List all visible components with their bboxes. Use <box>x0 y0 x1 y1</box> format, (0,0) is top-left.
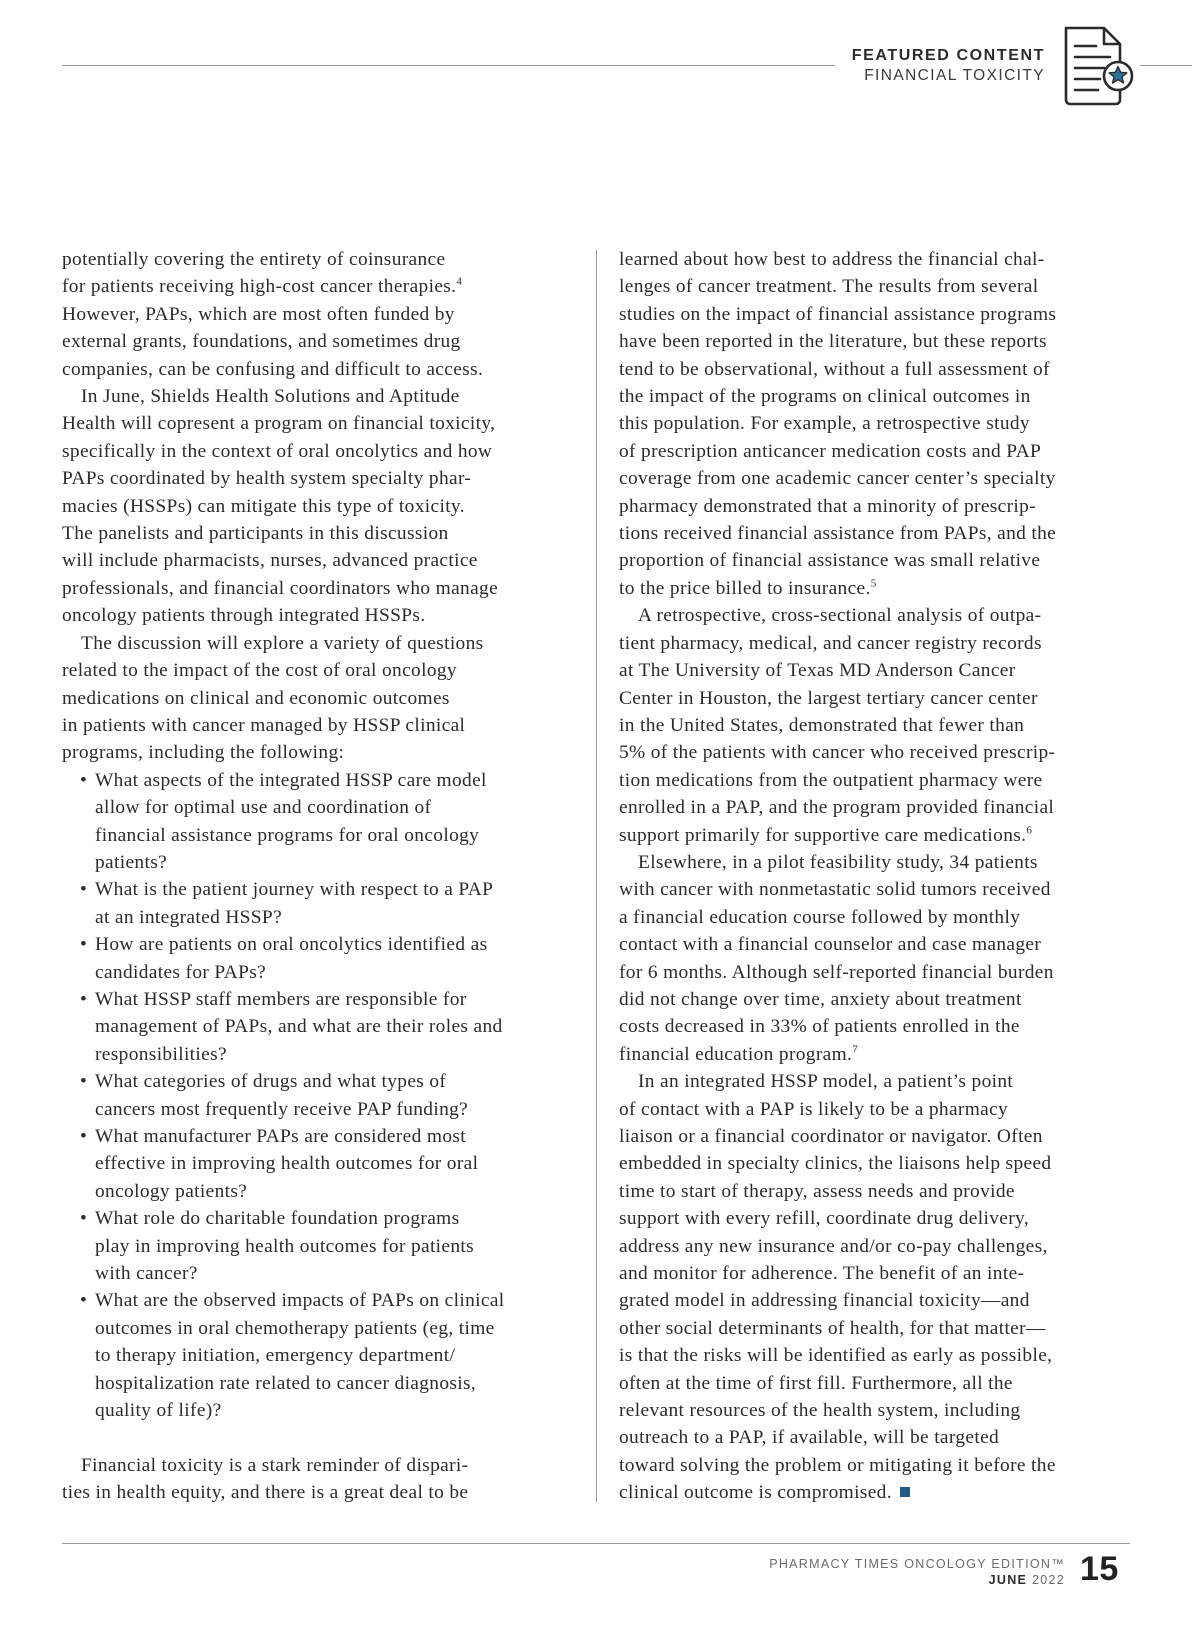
bullet: • <box>80 879 88 901</box>
text-line: In June, Shields Health Solutions and Aptitude <box>81 386 460 408</box>
header-rule-left <box>62 65 835 66</box>
text-line: this population. For example, a retrospective study <box>619 413 1030 435</box>
left-column <box>62 246 572 1507</box>
paragraph <box>619 1068 1139 1507</box>
text-line: professionals, and financial coordinators who manage <box>62 577 499 599</box>
text-line: other social determinants of health, for that matter— <box>619 1317 1046 1339</box>
publication-name: PHARMACY TIMES ONCOLOGY EDITION™ <box>769 1557 1065 1571</box>
footer-publication-block <box>700 1556 1065 1588</box>
text-line: Elsewhere, in a pilot feasibility study, 34 patients <box>638 851 1038 873</box>
text-line: for 6 months. Although self-reported financial burden <box>619 961 1054 983</box>
text-line: studies on the impact of financial assistance programs <box>619 303 1057 325</box>
text-line: macies (HSSPs) can mitigate this type of toxicity. <box>62 495 465 517</box>
text-line: relevant resources of the health system, including <box>619 1400 1021 1422</box>
text-line: at The University of Texas MD Anderson Cancer <box>619 660 1016 682</box>
text-line: pharmacy demonstrated that a minority of prescrip- <box>619 495 1037 517</box>
bullet: • <box>80 1071 88 1093</box>
text-line: costs decreased in 33% of patients enrolled in the <box>619 1016 1020 1038</box>
list-item: • What HSSP staff members are responsible for management of PAPs, and what are their roles and responsibilities? <box>62 986 572 1068</box>
text-line: address any new insurance and/or co-pay challenges, <box>619 1235 1048 1257</box>
section-title: FEATURED CONTENT <box>851 47 1045 64</box>
text-line: lenges of cancer treatment. The results from several <box>619 276 1039 298</box>
bullet: • <box>80 934 88 956</box>
text-line: ties in health equity, and there is a great deal to be <box>62 1482 469 1504</box>
text-line: outreach to a PAP, if available, will be targeted <box>619 1427 1000 1449</box>
text-line: and monitor for adherence. The benefit of an inte- <box>619 1263 1025 1285</box>
text-line: coverage from one academic cancer center’s specialty <box>619 468 1056 490</box>
text-line: in the United States, demonstrated that fewer than <box>619 714 1025 736</box>
text-line: financial education program.$^7$ <box>619 1043 859 1065</box>
reference-number: 7 <box>852 1043 859 1056</box>
text-line: in patients with cancer managed by HSSP clinical <box>62 714 466 736</box>
text-line: 5% of the patients with cancer who received prescrip- <box>619 742 1056 764</box>
text-line: Center in Houston, the largest tertiary cancer center <box>619 687 1038 709</box>
text-line: with cancer with nonmetastatic solid tumors received <box>619 879 1051 901</box>
text-line: tion medications from the outpatient pharmacy were <box>619 769 1043 791</box>
reference-number: 5 <box>870 577 877 590</box>
text-line: often at the time of first fill. Furthermore, all the <box>619 1372 1013 1394</box>
paragraph <box>62 383 572 630</box>
footer-rule <box>62 1543 1130 1544</box>
section-topic: FINANCIAL TOXICITY <box>864 67 1045 84</box>
paragraph-gap <box>62 1424 572 1451</box>
text-line: liaison or a financial coordinator or navigator. Often <box>619 1126 1043 1147</box>
text-line: for patients receiving high-cost cancer therapies.$^4$ <box>62 275 463 298</box>
text-line: tend to be observational, without a full assessment of <box>619 358 1050 380</box>
text-line: support primarily for supportive care medications.$^6$ <box>619 824 1033 846</box>
text-line: grated model in addressing financial toxicity—and <box>619 1290 1030 1312</box>
paragraph <box>62 630 572 767</box>
text-line: tions received financial assistance from PAPs, and the <box>619 523 1057 545</box>
text-line: Financial toxicity is a stark reminder of dispari- <box>81 1454 469 1476</box>
text-line: The discussion will explore a variety of questions <box>81 632 484 654</box>
text-line: proportion of financial assistance was small relative <box>619 550 1041 572</box>
text-line: have been reported in the literature, but these reports <box>619 331 1047 353</box>
text-line: PAPs coordinated by health system specialty phar- <box>62 468 472 490</box>
paragraph <box>62 1452 572 1507</box>
text-line: support with every refill, coordinate drug delivery, <box>619 1208 1030 1230</box>
section-header <box>835 46 1045 86</box>
text-line: a financial education course followed by monthly <box>619 906 1021 928</box>
list-item: • What categories of drugs and what types of cancers most frequently receive PAP funding? <box>62 1068 572 1123</box>
paragraph <box>619 849 1139 1068</box>
text-line: of prescription anticancer medication costs and PAP <box>619 440 1042 462</box>
text-line: will include pharmacists, nurses, advanced practice <box>62 550 478 572</box>
text-line: medications on clinical and economic outcomes <box>62 687 450 709</box>
text-line: In an integrated HSSP model, a patient’s point <box>638 1071 1014 1093</box>
text-line: clinical outcome is compromised. <box>619 1479 1139 1506</box>
text-line: The panelists and participants in this discussion <box>62 523 449 545</box>
header-rule-right <box>1140 65 1192 66</box>
text-line: However, PAPs, which are most often funded by <box>62 303 455 325</box>
bullet: • <box>80 1290 88 1312</box>
text-line: A retrospective, cross-sectional analysis of outpa- <box>638 605 1042 627</box>
text-line: tient pharmacy, medical, and cancer registry records <box>619 632 1042 654</box>
list-item: • What manufacturer PAPs are considered most effective in improving health outcomes for oral oncology patients? <box>62 1123 572 1205</box>
paragraph <box>619 602 1139 849</box>
column-divider <box>596 250 597 1502</box>
bullet: • <box>80 1208 88 1230</box>
paragraph <box>62 246 572 383</box>
text-line: external grants, foundations, and sometimes drug <box>62 331 461 353</box>
text-line: specifically in the context of oral oncolytics and how <box>62 440 493 462</box>
text-line: to the price billed to insurance.$^5$ <box>619 577 877 599</box>
text-line: companies, can be confusing and difficult to access. <box>62 358 484 380</box>
text-line: enrolled in a PAP, and the program provided financial <box>619 797 1055 819</box>
text-line: programs, including the following: <box>62 742 345 764</box>
text-line: did not change over time, anxiety about treatment <box>619 988 1022 1010</box>
bullet: • <box>80 988 88 1010</box>
text-line: related to the impact of the cost of oral oncology <box>62 660 457 682</box>
issue-date <box>700 1572 1065 1588</box>
reference-number: 6 <box>1026 824 1033 837</box>
text-line: oncology patients through integrated HSSPs. <box>62 605 426 627</box>
reference-number: 4 <box>456 275 463 288</box>
list-item: • How are patients on oral oncolytics identified as candidates for PAPs? <box>62 931 572 986</box>
issue-month: JUNE <box>988 1573 1028 1587</box>
paragraph <box>619 246 1139 602</box>
text-line: contact with a financial counselor and case manager <box>619 934 1042 956</box>
text-line: of contact with a PAP is likely to be a pharmacy <box>619 1098 1009 1120</box>
end-of-article-mark <box>900 1487 910 1497</box>
text-line: toward solving the problem or mitigating it before the <box>619 1454 1056 1476</box>
text-line: potentially covering the entirety of coinsurance <box>62 249 446 270</box>
text-line: embedded in specialty clinics, the liaisons help speed <box>619 1153 1052 1175</box>
document-star-icon <box>1058 24 1136 108</box>
issue-year: 2022 <box>1031 1573 1065 1587</box>
bullet: • <box>80 1126 88 1147</box>
list-item: • What are the observed impacts of PAPs on clinical outcomes in oral chemotherapy patients (eg, time to therapy initiation, emergency department/ hospitalization rate related to cancer diagnosis, quality of life)? <box>62 1287 572 1424</box>
text-line: is that the risks will be identified as early as possible, <box>619 1345 1053 1367</box>
text-line: Health will copresent a program on financial toxicity, <box>62 413 496 435</box>
page-number: 15 <box>1080 1550 1119 1588</box>
list-item: • What aspects of the integrated HSSP care model allow for optimal use and coordination of financial assistance programs for oral oncology patients? <box>62 767 572 877</box>
list-item: • What is the patient journey with respect to a PAP at an integrated HSSP? <box>62 876 572 931</box>
text-line: learned about how best to address the financial chal- <box>619 249 1045 270</box>
text-line: the impact of the programs on clinical outcomes in <box>619 386 1031 408</box>
right-column <box>619 246 1139 1507</box>
list-item: • What role do charitable foundation programs play in improving health outcomes for patients with cancer? <box>62 1205 572 1287</box>
bullet: • <box>80 769 88 791</box>
question-list <box>62 767 572 1425</box>
text-line: time to start of therapy, assess needs and provide <box>619 1180 1015 1202</box>
